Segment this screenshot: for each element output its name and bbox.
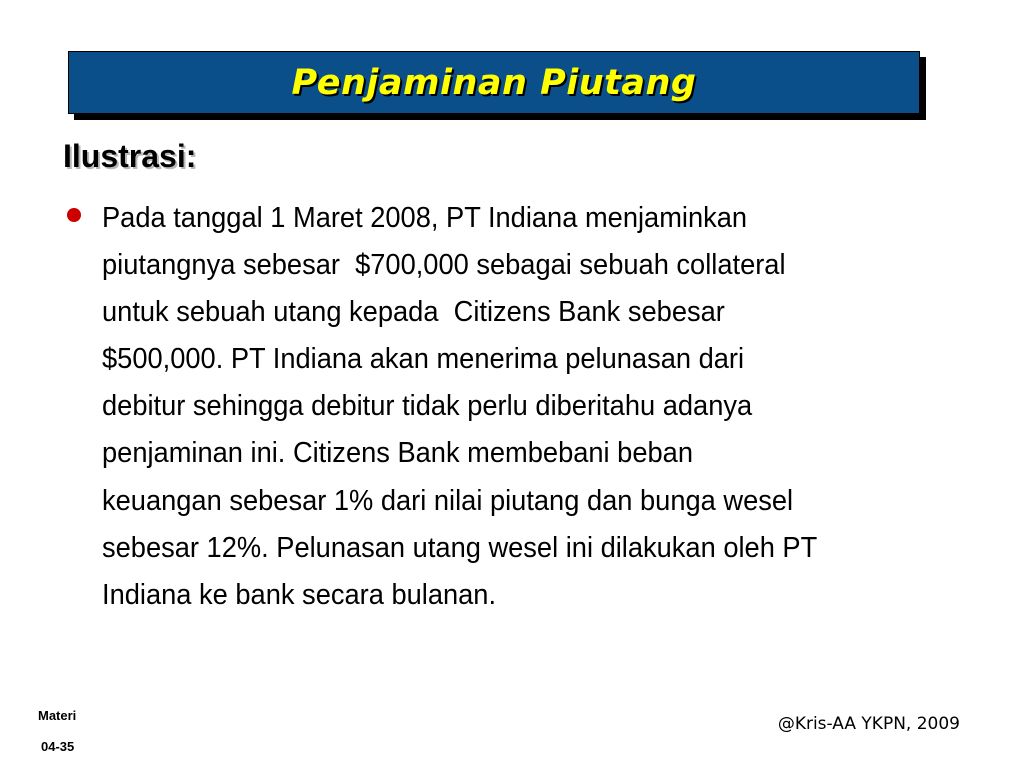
title-bar (68, 51, 920, 114)
bullet-dot-icon (67, 208, 81, 222)
slide-subtitle: Ilustrasi: (63, 138, 197, 174)
paragraph-line: sebesar 12%. Pelunasan utang wesel ini dilakukan oleh PT (102, 531, 818, 564)
paragraph-line: untuk sebuah utang kepada Citizens Bank sebesar (102, 296, 725, 329)
paragraph-line: piutangnya sebesar $700,000 sebagai sebuah collateral (102, 249, 786, 282)
paragraph-line: keuangan sebesar 1% dari nilai piutang dan bunga wesel (102, 484, 794, 517)
paragraph-line: debitur sehingga debitur tidak perlu diberitahu adanya (102, 390, 753, 423)
footer-label: Materi (38, 708, 77, 723)
paragraph-line: Pada tanggal 1 Maret 2008, PT Indiana menjaminkan (102, 202, 748, 234)
slide-title: Penjaminan Piutang (291, 62, 697, 103)
bullet-paragraph (102, 195, 929, 619)
paragraph-line: Indiana ke bank secara bulanan. (102, 578, 497, 611)
paragraph-line: penjaminan ini. Citizens Bank membebani beban (102, 437, 693, 470)
footer-credit: @Kris-AA YKPN, 2009 (777, 714, 960, 734)
paragraph-line: $500,000. PT Indiana akan menerima pelunasan dari (102, 343, 745, 376)
footer-page-number: 04-35 (41, 739, 75, 754)
